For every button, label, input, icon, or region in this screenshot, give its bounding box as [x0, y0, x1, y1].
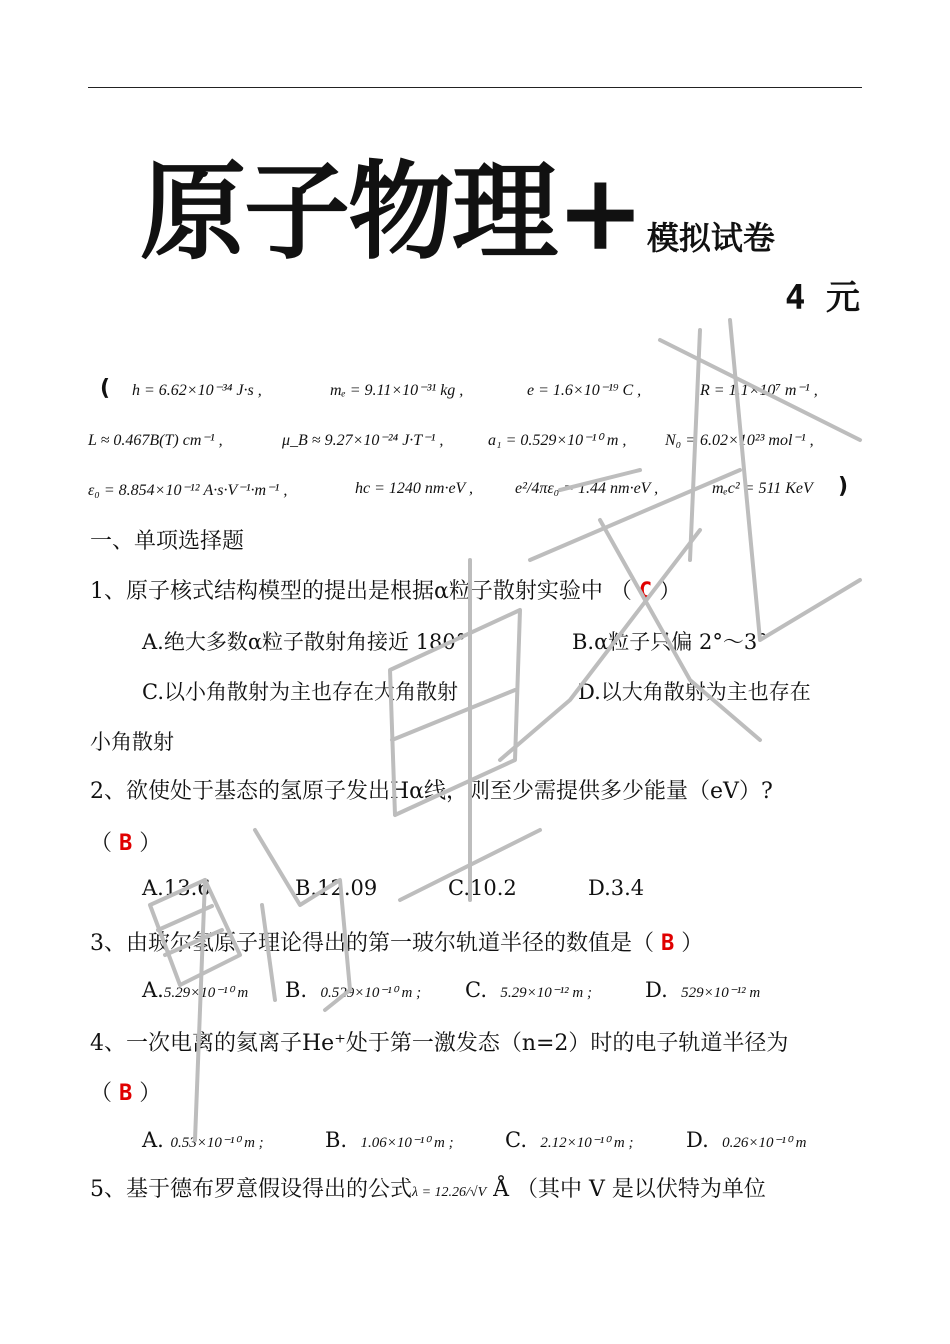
question-3-option-b-label: B.: [285, 978, 308, 1002]
document-title: [140, 128, 860, 274]
question-2-option-b: B.12.09: [295, 876, 378, 900]
constant-rydberg: R = 1.1×10⁷ m⁻¹ ,: [700, 382, 818, 399]
question-3-close: ）: [681, 931, 704, 956]
constant-larmor: L ≈ 0.467B(T) cm⁻¹ ,: [88, 432, 223, 449]
question-2-stem: 2、欲使处于基态的氢原子发出Hα线，则至少需提供多少能量（eV）?: [90, 779, 773, 804]
question-4-option-b-label: B.: [325, 1128, 348, 1152]
question-3-option-b-value: 0.529×10⁻¹⁰ m ;: [320, 985, 422, 1001]
question-1: [90, 574, 681, 605]
question-3: [90, 926, 703, 957]
question-4-option-d-label: D.: [686, 1128, 709, 1152]
question-3-option-a: [142, 978, 248, 1002]
question-4-option-a: [142, 1128, 264, 1152]
question-4-option-b-value: 1.06×10⁻¹⁰ m ;: [360, 1135, 454, 1151]
question-4-option-c-label: C.: [505, 1128, 527, 1152]
question-1-stem: 1、原子核式结构模型的提出是根据α粒子散射实验中 （: [90, 579, 632, 604]
question-4-open: （: [90, 1081, 113, 1106]
section-heading: 一、单项选择题: [90, 529, 245, 554]
question-3-option-c-label: C.: [465, 978, 487, 1002]
question-3-option-c: [465, 978, 592, 1002]
constant-electron-charge: e = 1.6×10⁻¹⁹ C ,: [527, 382, 642, 399]
question-5-rest: Å （其中 V 是以伏特为单位: [486, 1177, 766, 1202]
constant-bohr-radius: a₁ = 0.529×10⁻¹⁰ m ,: [488, 432, 627, 449]
constant-avogadro: N₀ = 6.02×10²³ mol⁻¹ ,: [665, 432, 814, 449]
question-4-option-d-value: 0.26×10⁻¹⁰ m: [722, 1135, 807, 1151]
question-5-stem: 5、基于德布罗意假设得出的公式: [90, 1177, 412, 1202]
question-2-option-d: D.3.4: [588, 876, 645, 900]
question-4-option-b: [325, 1128, 454, 1152]
question-3-stem: 3、由玻尔氢原子理论得出的第一玻尔轨道半径的数值是（: [90, 931, 654, 956]
question-3-option-a-value: 5.29×10⁻¹⁰ m: [163, 985, 249, 1001]
question-2-answer: B: [119, 831, 133, 856]
title-sub: 模拟试卷: [646, 219, 775, 257]
question-4-answer: B: [119, 1081, 133, 1106]
question-3-answer: B: [661, 931, 675, 956]
question-2-open: （: [90, 831, 113, 856]
constants-close-paren: ): [838, 474, 849, 499]
question-4-option-d: [686, 1128, 807, 1152]
question-2-answer-line: [90, 826, 161, 857]
question-2-option-c: C.10.2: [448, 876, 517, 900]
question-4-answer-line: [90, 1076, 161, 1107]
constant-hc: hc = 1240 nm·eV ,: [355, 480, 474, 497]
question-5: [90, 1172, 766, 1203]
constant-bohr-magneton: μ_B ≈ 9.27×10⁻²⁴ J·T⁻¹ ,: [282, 432, 444, 449]
question-3-option-d-label: D.: [645, 978, 668, 1002]
question-3-option-b: [285, 978, 421, 1002]
question-5-formula: λ = 12.26/√V: [412, 1185, 487, 1200]
question-4-option-a-value: 0.53×10⁻¹⁰ m ;: [170, 1135, 264, 1151]
title-main: 原子物理+: [140, 149, 643, 274]
question-2-option-a: A.13.6: [142, 876, 211, 900]
constant-electron-rest-energy: mₑc² = 511 KeV: [712, 480, 813, 497]
question-1-option-b: B.α粒子只偏 2°～3°: [572, 630, 768, 654]
question-1-option-d-cont: 小角散射: [90, 730, 174, 754]
constant-electron-mass: mₑ = 9.11×10⁻³¹ kg ,: [330, 382, 464, 399]
question-3-option-d-value: 529×10⁻¹² m: [681, 985, 761, 1001]
question-4-close: ）: [139, 1081, 162, 1106]
question-1-answer: C: [638, 579, 653, 604]
question-4-stem: 4、一次电离的氦离子He⁺处于第一激发态（n=2）时的电子轨道半径为: [90, 1031, 789, 1056]
constants-open-paren: (: [100, 376, 111, 401]
constant-planck: h = 6.62×10⁻³⁴ J·s ,: [132, 382, 262, 399]
question-4-option-a-label: A.: [142, 1128, 164, 1152]
question-1-close: ）: [659, 579, 682, 604]
question-4-option-c-value: 2.12×10⁻¹⁰ m ;: [540, 1135, 634, 1151]
question-3-option-a-label: A.: [142, 978, 164, 1002]
top-rule: [88, 87, 862, 88]
question-3-option-d: [645, 978, 760, 1002]
question-1-option-d: D.以大角散射为主也存在: [578, 680, 811, 704]
question-1-option-a: A.绝大多数α粒子散射角接近 180°: [142, 630, 467, 654]
price-label: 4 元: [785, 278, 860, 318]
question-3-option-c-value: 5.29×10⁻¹² m ;: [500, 985, 592, 1001]
question-4-option-c: [505, 1128, 634, 1152]
question-1-option-c: C.以小角散射为主也存在大角散射: [142, 680, 458, 704]
constant-coulomb: e²/4πε₀ = 1.44 nm·eV ,: [515, 480, 659, 497]
constant-permittivity: ε₀ = 8.854×10⁻¹² A·s·V⁻¹·m⁻¹ ,: [88, 482, 288, 499]
question-2-close: ）: [139, 831, 162, 856]
